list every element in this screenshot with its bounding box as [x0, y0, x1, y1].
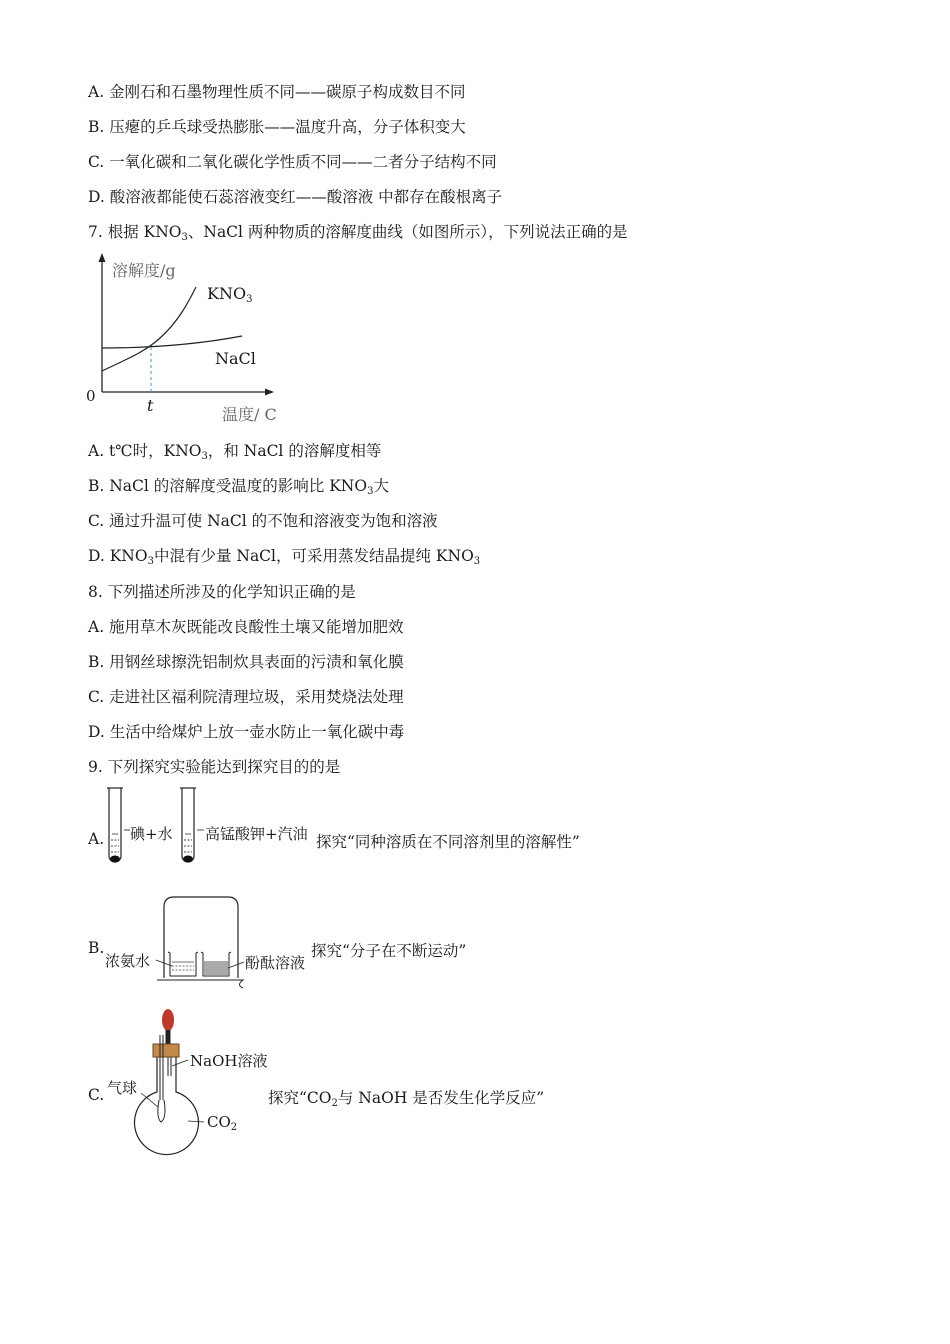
q7-option-b-sub: 3	[367, 486, 374, 497]
q8-option-a: A. 施用草木灰既能改良酸性土壤又能增加肥效	[88, 618, 404, 636]
q7-option-b-pre: B. NaCl 的溶解度受温度的影响比 KNO	[88, 477, 368, 495]
kno3-label-sub: 3	[246, 294, 253, 305]
balloon	[158, 1100, 165, 1122]
q9-c-letter: C.	[88, 1086, 105, 1104]
q9-c-balloon-label: 气球	[107, 1079, 138, 1097]
stopper	[153, 1044, 179, 1057]
q7-option-a-pre: A. t℃时，KNO	[88, 442, 202, 460]
q9-b-left-label: 浓氨水	[105, 952, 151, 970]
flask	[135, 1057, 199, 1155]
q7-option-d-pre: D. KNO	[88, 547, 148, 565]
t-label: t	[147, 396, 154, 415]
q9-c-co2-text: CO	[207, 1113, 231, 1131]
q9-a-text: 探究“同种溶质在不同溶剂里的溶解性”	[316, 833, 580, 851]
q8-option-d: D. 生活中给煤炉上放一壶水防止一氧化碳中毒	[88, 723, 405, 741]
q9-c-text-pre: 探究“CO	[268, 1089, 332, 1107]
nacl-label: NaCl	[215, 349, 256, 368]
q7-option-b-post: 大	[373, 477, 389, 495]
y-axis-label: 溶解度/g	[112, 261, 176, 280]
q7-option-d-sub2: 3	[473, 556, 481, 567]
q9-c-co2-sub: 2	[230, 1122, 238, 1133]
origin-label: 0	[86, 387, 96, 405]
q9-c-text	[268, 1086, 544, 1108]
dropper-bulb	[162, 1009, 174, 1031]
q9-stem: 9. 下列探究实验能达到探究目的的是	[88, 758, 341, 776]
kno3-label-text: KNO	[207, 284, 247, 303]
q6-option-a: A. 金刚石和石墨物理性质不同——碳原子构成数目不同	[88, 83, 466, 101]
q9-c-text-post: 与 NaOH 是否发生化学反应”	[337, 1089, 545, 1107]
q9-b-letter: B.	[88, 939, 105, 957]
q7-stem-sub: 3	[181, 232, 188, 243]
q8-stem: 8. 下列描述所涉及的化学知识正确的是	[88, 583, 356, 601]
q7-option-d-sub: 3	[147, 556, 154, 567]
q6-option-c: C. 一氧化碳和二氧化碳化学性质不同——二者分子结构不同	[88, 153, 497, 171]
q6-option-b: B. 压瘪的乒乓球受热膨胀——温度升高，分子体积变大	[88, 118, 466, 136]
q7-stem-post: 、NaCl 两种物质的溶解度曲线（如图所示），下列说法正确的是	[187, 223, 628, 241]
q9-c-naoh-label: NaOH溶液	[190, 1052, 268, 1070]
q9-c-text-sub: 2	[331, 1098, 338, 1109]
q6-option-d: D. 酸溶液都能使石蕊溶液变红——酸溶液 中都存在酸根离子	[88, 188, 503, 206]
q7-stem-pre: 7. 根据 KNO	[88, 223, 182, 241]
q8-option-c: C. 走进社区福利院清理垃圾，采用焚烧法处理	[88, 688, 404, 706]
q7-option-a-post: ，和 NaCl 的溶解度相等	[207, 442, 382, 460]
q7-option-a-sub: 3	[201, 451, 208, 462]
q9-c-co2-label	[207, 1113, 237, 1131]
q9-b-right-label: 酚酞溶液	[245, 954, 306, 972]
q7-option-d-mid: 中混有少量 NaCl，可采用蒸发结晶提纯 KNO	[153, 547, 474, 565]
q9-a-tube1-label: 碘+水	[130, 825, 173, 843]
q9-a-letter: A.	[88, 830, 105, 848]
q7-option-c: C. 通过升温可使 NaCl 的不饱和溶液变为饱和溶液	[88, 512, 438, 530]
x-axis-label: 温度/ C	[222, 405, 277, 424]
q9-b-text: 探究“分子在不断运动”	[311, 942, 467, 960]
q9-a-tube2-label: 高锰酸钾+汽油	[205, 825, 308, 843]
q8-option-b: B. 用钢丝球擦洗铝制炊具表面的污渍和氧化膜	[88, 653, 404, 671]
